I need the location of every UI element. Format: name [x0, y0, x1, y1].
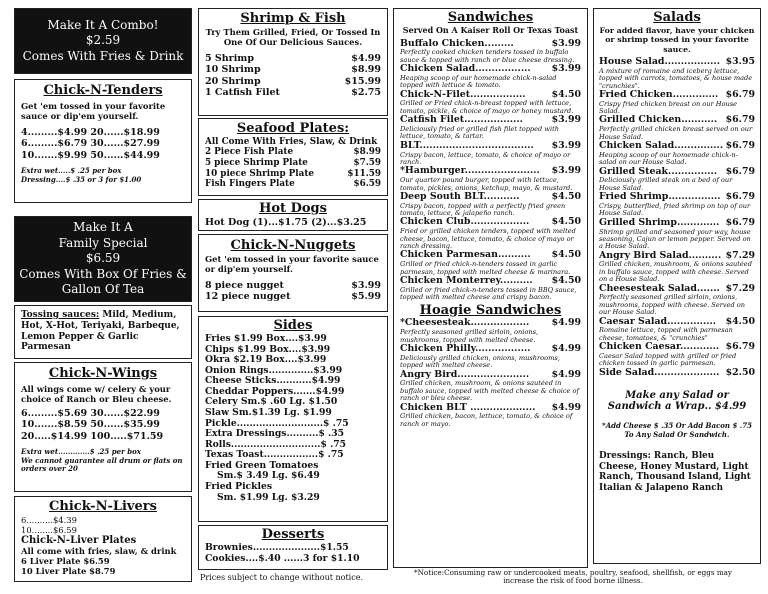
item-price: $3.99 — [551, 165, 581, 177]
menu-item: 20 Shrimp $15.99 — [205, 75, 381, 87]
menu-item — [599, 218, 755, 251]
item-description: Grilled chicken, mushroom, & onions sautéed in buffalo sauce, topped with cheese. Served on a House Salad. — [599, 260, 752, 284]
menu-item — [400, 90, 581, 116]
side-item: Pickle...........................$ .75 — [205, 417, 349, 429]
item-description: Our quarter pound burger, topped with lettuce, tomato, pickles, onions, ketchup, mayo, & mustard. — [400, 176, 573, 192]
combo-line-1: Make It A Combo! — [47, 17, 159, 32]
tenders-title: Chick-N-Tenders — [43, 83, 163, 98]
menu-item — [400, 403, 581, 429]
wings-desc: All wings come w/ celery & your choice of Ranch or Bleu cheese. — [21, 383, 172, 405]
item-name: Angry Bird Salad.......... — [599, 249, 722, 261]
side-item: Sm. $1.99 Lg. $3.29 — [217, 491, 320, 503]
menu-item — [400, 217, 581, 250]
menu-item — [599, 141, 755, 167]
side-item: Celery Sm.$ .60 Lg. $1.50 — [205, 396, 338, 408]
item-price: $4.50 — [551, 249, 581, 261]
item-name: BLT................................... — [400, 139, 534, 151]
price-notice: Prices subject to change without notice. — [200, 573, 363, 582]
wings-extra-wet: Extra wet.............$ .25 per box — [21, 447, 141, 457]
item-name: Chicken Salad................. — [400, 63, 531, 75]
tenders-row: 10.......$9.99 50......$44.99 — [21, 149, 160, 161]
item-description: Deliciously grilled chicken, onions, mushrooms, topped with melted cheese. — [400, 353, 560, 370]
item-name: Chicken Caesar............ — [599, 341, 720, 353]
item-description: Deliciously grilled steak on a bed of our House Salad. — [599, 176, 733, 192]
side-item: Texas Toast.................$ .75 — [205, 449, 344, 461]
item-price: $3.99 — [551, 114, 581, 126]
hotdogs-section — [198, 199, 388, 231]
liver-plate-row: 10 Liver Plate $8.79 — [21, 566, 116, 577]
shrimp-list — [205, 53, 381, 99]
liver-plate-row: 6 Liver Plate $6.59 — [21, 556, 110, 567]
hoagie-list — [400, 318, 581, 428]
side-item: Fries $1.99 Box....$3.99 — [205, 332, 327, 344]
menu-item — [599, 284, 755, 317]
tenders-section — [14, 79, 192, 203]
wings-section — [14, 362, 192, 492]
item-price: $4.99 — [551, 317, 581, 329]
item-description: Romaine lettuce, topped with parmesan cheese, tomatoes, & "crunchies" — [599, 326, 733, 342]
menu-item — [599, 251, 755, 284]
item-description: Grilled chicken, mushroom, & onions sautéed in buffalo sauce, topped with melted cheese & choice of ranch or bleu cheese. — [400, 379, 579, 403]
menu-item: 2 Piece Fish Plate $8.99 — [205, 147, 381, 158]
side-item: Fried Pickles — [205, 481, 273, 493]
item-price: $6.79 — [725, 341, 755, 353]
menu-item: Fish Fingers Plate $6.59 — [205, 179, 381, 190]
item-description: Perfectly seasoned grilled sirloin, onions, mushrooms, topped with cheese. Served on our House Salad. — [599, 293, 746, 317]
item-description: A mixture of romaine and iceberg lettuce, topped with carrots, tomatoes, & house made "crunchies". — [599, 66, 753, 90]
side-item: Cheddar Poppers.......$4.99 — [205, 385, 345, 397]
item-description: Perfectly cooked chicken tenders tossed in buffalo sauce & topped with ranch or blue cheese dressing. — [400, 48, 575, 64]
dessert-item: Cookies....$.40 ......3 for $1.10 — [205, 552, 360, 564]
health-footnote: *Notice:Consuming raw or undercooked meats, poultry, seafood, shellfish, or eggs may increase the risk of food borne illness. — [414, 568, 732, 586]
item-price: $6.79 — [725, 165, 755, 177]
sandwiches-section — [393, 8, 588, 568]
item-name: Chick-N-Filet................. — [400, 88, 526, 100]
item-price: $6.79 — [725, 140, 755, 152]
livers-section — [14, 496, 192, 582]
livers-row: 10........$6.59 — [21, 525, 77, 536]
item-name: Grilled Shrimp............. — [599, 216, 720, 228]
sandwiches-title: Sandwiches — [447, 10, 534, 25]
item-description: Grilled chicken, bacon, lettuce, tomato, & choice of ranch or mayo. — [400, 412, 573, 428]
item-description: Crispy bacon, topped with a perfectly fried green tomato, lettuce, & jalapeño ranch. — [400, 201, 566, 218]
salads-subtitle: For added flavor, have your chicken or shrimp tossed in your favorite sauce. — [599, 25, 755, 54]
nuggets-section — [198, 234, 388, 312]
sauces-section — [14, 305, 192, 359]
plates-title: Seafood Plates: — [236, 121, 350, 136]
side-item: Okra $2.19 Box....$3.99 — [205, 354, 327, 366]
item-description: Shrimp grilled and seasoned your way, house seasoning, Cajun or lemon pepper. Served on a House Salad. — [599, 227, 751, 251]
item-name: Side Salad.................... — [599, 366, 720, 378]
item-price: $4.50 — [725, 315, 755, 327]
item-price: $3.95 — [725, 55, 755, 67]
item-price: $3.99 — [551, 63, 581, 75]
menu-item — [400, 192, 581, 218]
item-name: Catfish Filet.................. — [400, 114, 523, 126]
menu-item — [400, 370, 581, 403]
menu-item — [599, 317, 755, 343]
tenders-row: 4.........$4.99 20......$18.99 — [21, 127, 160, 139]
item-name: Cheesesteak Salad....... — [599, 282, 720, 294]
family-line-3: $6.59 — [85, 251, 121, 266]
wings-title: Chick-N-Wings — [48, 366, 158, 381]
sides-section — [198, 316, 388, 522]
menu-item — [400, 39, 581, 65]
hotdogs-title: Hot Dogs — [259, 201, 327, 216]
item-name: Angry Bird...................... — [400, 368, 530, 380]
item-price: $7.29 — [725, 282, 755, 294]
combo-banner — [14, 8, 192, 74]
item-price: $3.99 — [551, 37, 581, 49]
tenders-dressing: Dressing....$ .35 or 3 for $1.00 — [21, 174, 142, 184]
tenders-desc: Get 'em tossed in your favorite sauce or dip'em yourself. — [21, 100, 166, 122]
wrap-line-1: Make any Salad or — [625, 390, 729, 402]
nuggets-desc: Get 'em tossed in your favorite sauce or dip'em yourself. — [205, 253, 379, 275]
item-name: House Salad................. — [599, 55, 720, 67]
side-item: Cheese Sticks...........$4.99 — [205, 375, 341, 387]
sauces-label: Tossing sauces: — [21, 310, 100, 320]
side-item: Rolls............................$ .75 — [205, 438, 347, 450]
livers-row: 6..........$4.39 — [21, 514, 77, 525]
item-name: Grilled Steak............... — [599, 165, 718, 177]
hoagie-title: Hoagie Sandwiches — [419, 302, 562, 318]
item-price: $4.50 — [551, 190, 581, 202]
item-description: Crispy fried chicken breast on our House Salad. — [599, 99, 737, 116]
item-name: Chicken Philly................. — [400, 343, 531, 355]
item-description: Perfectly grilled chicken breast served on our House Salad. — [599, 125, 753, 141]
salad-list — [599, 57, 755, 379]
item-price: $6.79 — [725, 114, 755, 126]
item-description: Deliciously fried or grilled fish filet topped with lettuce, tomato, & tartar. — [400, 125, 560, 141]
desserts-title: Desserts — [261, 527, 325, 542]
wings-row: 6.........$5.69 30......$22.99 — [21, 408, 160, 420]
nuggets-title: Chick-N-Nuggets — [230, 238, 356, 253]
menu-item — [400, 276, 581, 302]
plates-desc: All Come With Fries, Slaw, & Drink — [205, 136, 378, 147]
menu-item — [599, 167, 755, 193]
salads-title: Salads — [653, 10, 701, 25]
item-description: Crispy bacon, lettuce, tomato, & choice of mayo or ranch. — [400, 150, 571, 166]
menu-item — [400, 64, 581, 90]
item-name: Chicken BLT .................... — [400, 401, 536, 413]
sandwiches-subtitle: Served On A Kaiser Roll Or Texas Toast — [402, 24, 579, 35]
shrimp-desc: Try Them Grilled, Fried, Or Tossed In One Of Our Delicious Sauces. — [205, 26, 381, 48]
menu-item — [599, 115, 755, 141]
menu-item — [400, 318, 581, 344]
family-line-1: Make It A — [73, 220, 133, 235]
item-description: Grilled or fried chick-n-tenders tossed in BBQ sauce, topped with melted cheese and crispy bacon. — [400, 285, 577, 302]
item-name: Chicken Parmesan.......... — [400, 249, 531, 261]
item-description: Perfectly seasoned grilled sirloin, onions, mushrooms, topped with melted cheese. — [400, 328, 539, 344]
sandwich-list — [400, 39, 581, 302]
menu-item — [599, 342, 755, 368]
item-description: Heaping scoop of our homemade chick-n-salad topped with lettuce & tomato. — [400, 73, 557, 90]
item-name: Buffalo Chicken......... — [400, 37, 514, 49]
menu-item: 5 piece Shrimp Plate $7.59 — [205, 158, 381, 169]
item-name: Chicken Salad............... — [599, 140, 724, 152]
item-description: Fried or grilled chicken tenders, topped with melted cheese, bacon, lettuce, tomato, & choice of mayo or ranch dressing. — [400, 227, 576, 251]
side-item: Extra Dressings..........$ .35 — [205, 428, 345, 440]
side-item: Sm.$ 3.49 Lg. $6.49 — [217, 470, 320, 482]
item-description: Grilled or Fried chick-n-breast topped with lettuce, tomato, pickle, & choice of mayo or honey mustard. — [400, 99, 574, 115]
family-banner — [14, 216, 192, 302]
sauces-list: Mild, Medium, Hot, X-Hot, Teriyaki, Barbeque, Lemon Pepper & Garlic Parmesan — [21, 310, 180, 353]
menu-item: 1 Catfish Filet $2.75 — [205, 87, 381, 99]
shrimp-section — [198, 8, 388, 116]
item-name: *Hamburger....................... — [400, 165, 540, 177]
menu-item — [599, 368, 755, 379]
item-name: Fried Chicken.............. — [599, 88, 719, 100]
menu-item — [599, 90, 755, 116]
item-price: $6.79 — [725, 191, 755, 203]
menu-item: 12 piece nugget $5.99 — [205, 291, 381, 303]
item-price: $4.99 — [551, 368, 581, 380]
menu-item — [400, 166, 581, 192]
combo-line-2: $2.59 — [85, 33, 121, 48]
side-item: Slaw Sm.$1.39 Lg. $1.99 — [205, 406, 332, 418]
family-line-2: Family Special — [58, 235, 148, 250]
liver-plates-desc: All come with fries, slaw, & drink — [21, 546, 177, 557]
item-description: Crispy, butterflied, fried shrimp on top of our House Salad. — [599, 201, 751, 218]
item-price: $6.79 — [725, 88, 755, 100]
plates-section — [198, 118, 388, 196]
wings-notice: We cannot guarantee all drum or flats on orders over 20 — [21, 455, 183, 474]
hotdogs-line: Hot Dog (1)...$1.75 (2)...$3.25 — [205, 216, 367, 228]
item-price: $4.50 — [551, 274, 581, 286]
item-price: $6.79 — [725, 216, 755, 228]
item-price: $4.50 — [551, 216, 581, 228]
item-price: $7.29 — [725, 249, 755, 261]
liver-plates-title: Chick-N-Liver Plates — [21, 535, 137, 547]
tenders-row: 6.........$6.79 30......$27.99 — [21, 138, 160, 150]
dressings-list: Dressings: Ranch, Bleu Cheese, Honey Mustard, Light Ranch, Thousand Island, Light Italian & Jalapeno Ranch — [599, 451, 751, 493]
item-name: Deep South BLT........... — [400, 190, 520, 202]
menu-item — [400, 344, 581, 370]
shrimp-title: Shrimp & Fish — [240, 11, 346, 26]
menu-item — [400, 250, 581, 276]
tenders-extra-wet: Extra wet.....$ .25 per box — [21, 166, 122, 176]
side-item: Fried Green Tomatoes — [205, 459, 319, 471]
side-item: Onion Rings..............$3.99 — [205, 364, 343, 376]
menu-item — [400, 115, 581, 141]
desserts-section — [198, 525, 388, 570]
family-line-4: Comes With Box Of Fries & — [19, 266, 187, 281]
dessert-item: Brownies.....................$1.55 — [205, 541, 349, 553]
livers-title: Chick-N-Livers — [49, 499, 157, 514]
item-description: Heaping scoop of our homemade chick-n-salad on our House Salad. — [599, 150, 738, 167]
item-name: Caesar Salad............... — [599, 315, 717, 327]
side-item: Chips $1.99 Box....$3.99 — [205, 343, 331, 355]
add-ons-note: *Add Cheese $ .35 Or Add Bacon $ .75 To Any Salad Or Sandwich. — [602, 421, 752, 439]
menu-item — [599, 192, 755, 218]
item-name: Fried Shrimp................ — [599, 191, 721, 203]
menu-item — [400, 141, 581, 167]
menu-item: 5 Shrimp $4.99 — [205, 53, 381, 65]
item-name: Chicken Club.................. — [400, 216, 530, 228]
item-name: *Cheesesteak.................. — [400, 317, 530, 329]
menu-item: 8 piece nugget $3.99 — [205, 280, 381, 292]
sides-title: Sides — [273, 318, 313, 333]
menu-item: 10 Shrimp $8.99 — [205, 64, 381, 76]
item-name: Chicken Monterrey.......... — [400, 274, 533, 286]
item-description: Grilled or fried chick-n-tenders tossed in garlic parmesan, topped with melted cheese & marinara. — [400, 260, 571, 276]
menu-item — [599, 57, 755, 90]
item-price: $4.99 — [551, 401, 581, 413]
wings-row: 10.......$8.59 50......$35.99 — [21, 419, 160, 431]
salads-section — [593, 8, 761, 564]
wrap-line-2: Sandwich a Wrap.. $4.99 — [607, 401, 747, 413]
menu-item: 10 piece Shrimp Plate $11.59 — [205, 168, 381, 179]
wings-row: 20.....$14.99 100.....$71.59 — [21, 430, 164, 442]
item-price: $4.99 — [551, 343, 581, 355]
family-line-5: Gallon Of Tea — [61, 282, 145, 297]
item-name: Grilled Chicken........... — [599, 114, 718, 126]
combo-line-3: Comes With Fries & Drink — [22, 48, 184, 63]
item-price: $4.50 — [551, 88, 581, 100]
item-price: $2.50 — [725, 366, 755, 378]
item-description: Caesar Salad topped with grilled or fried chicken tossed in garlic parmesan. — [599, 351, 737, 368]
item-price: $3.99 — [551, 139, 581, 151]
